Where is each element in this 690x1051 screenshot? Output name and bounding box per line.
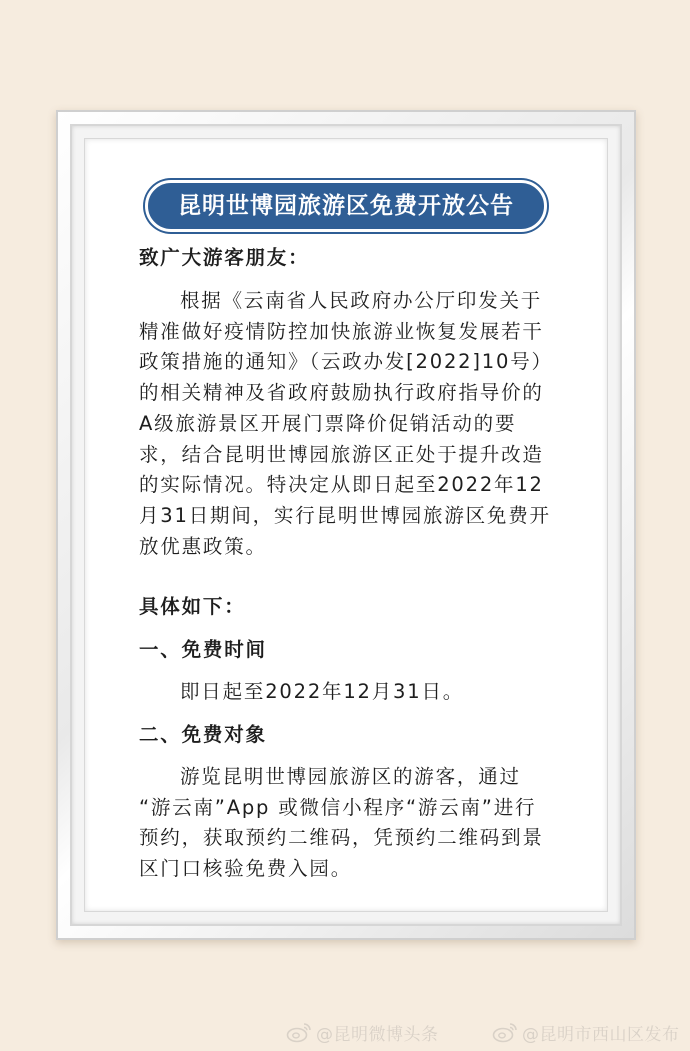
intro-paragraph — [139, 286, 569, 562]
details-heading: 具体如下： — [139, 595, 246, 618]
intro-line: A级旅游景区开展门票降价促销活动的要 — [139, 411, 517, 435]
section-text-time: 即日起至2022年12月31日。 — [180, 680, 465, 703]
intro-line: 根据《云南省人民政府办公厅印发关于 — [180, 289, 543, 312]
target-line: 游览昆明世博园旅游区的游客，通过 — [180, 765, 521, 788]
weibo-icon — [492, 1021, 518, 1043]
weibo-icon — [286, 1021, 312, 1043]
watermark-text: @昆明市西山区发布 — [522, 1024, 680, 1045]
intro-line: 政策措施的通知》（云政办发[2022]10号） — [139, 350, 553, 374]
greeting: 致广大游客朋友： — [139, 246, 310, 269]
section-heading-time: 一、免费时间 — [139, 638, 267, 661]
intro-line: 放优惠政策。 — [139, 534, 267, 558]
watermark-text: @昆明微博头条 — [316, 1024, 439, 1045]
watermark-weibo-headline — [286, 1018, 439, 1046]
target-line: 预约，获取预约二维码，凭预约二维码到景 — [139, 826, 544, 850]
intro-line: 精准做好疫情防控加快旅游业恢复发展若干 — [139, 319, 544, 343]
watermark-xishan-district — [492, 1018, 680, 1046]
intro-line: 的相关精神及省政府鼓励执行政府指导价的 — [139, 381, 544, 405]
notice-title: 昆明世博园旅游区免费开放公告 — [145, 180, 547, 232]
target-line: 区门口核验免费入园。 — [139, 857, 353, 881]
intro-line: 的实际情况。特决定从即日起至2022年12 — [139, 473, 544, 497]
target-line: “游云南”App 或微信小程序“游云南”进行 — [139, 795, 537, 819]
section-paragraph-target — [139, 762, 569, 885]
section-heading-target: 二、免费对象 — [139, 723, 267, 746]
intro-line: 求，结合昆明世博园旅游区正处于提升改造 — [139, 442, 544, 466]
intro-line: 月31日期间，实行昆明世博园旅游区免费开 — [139, 503, 551, 527]
